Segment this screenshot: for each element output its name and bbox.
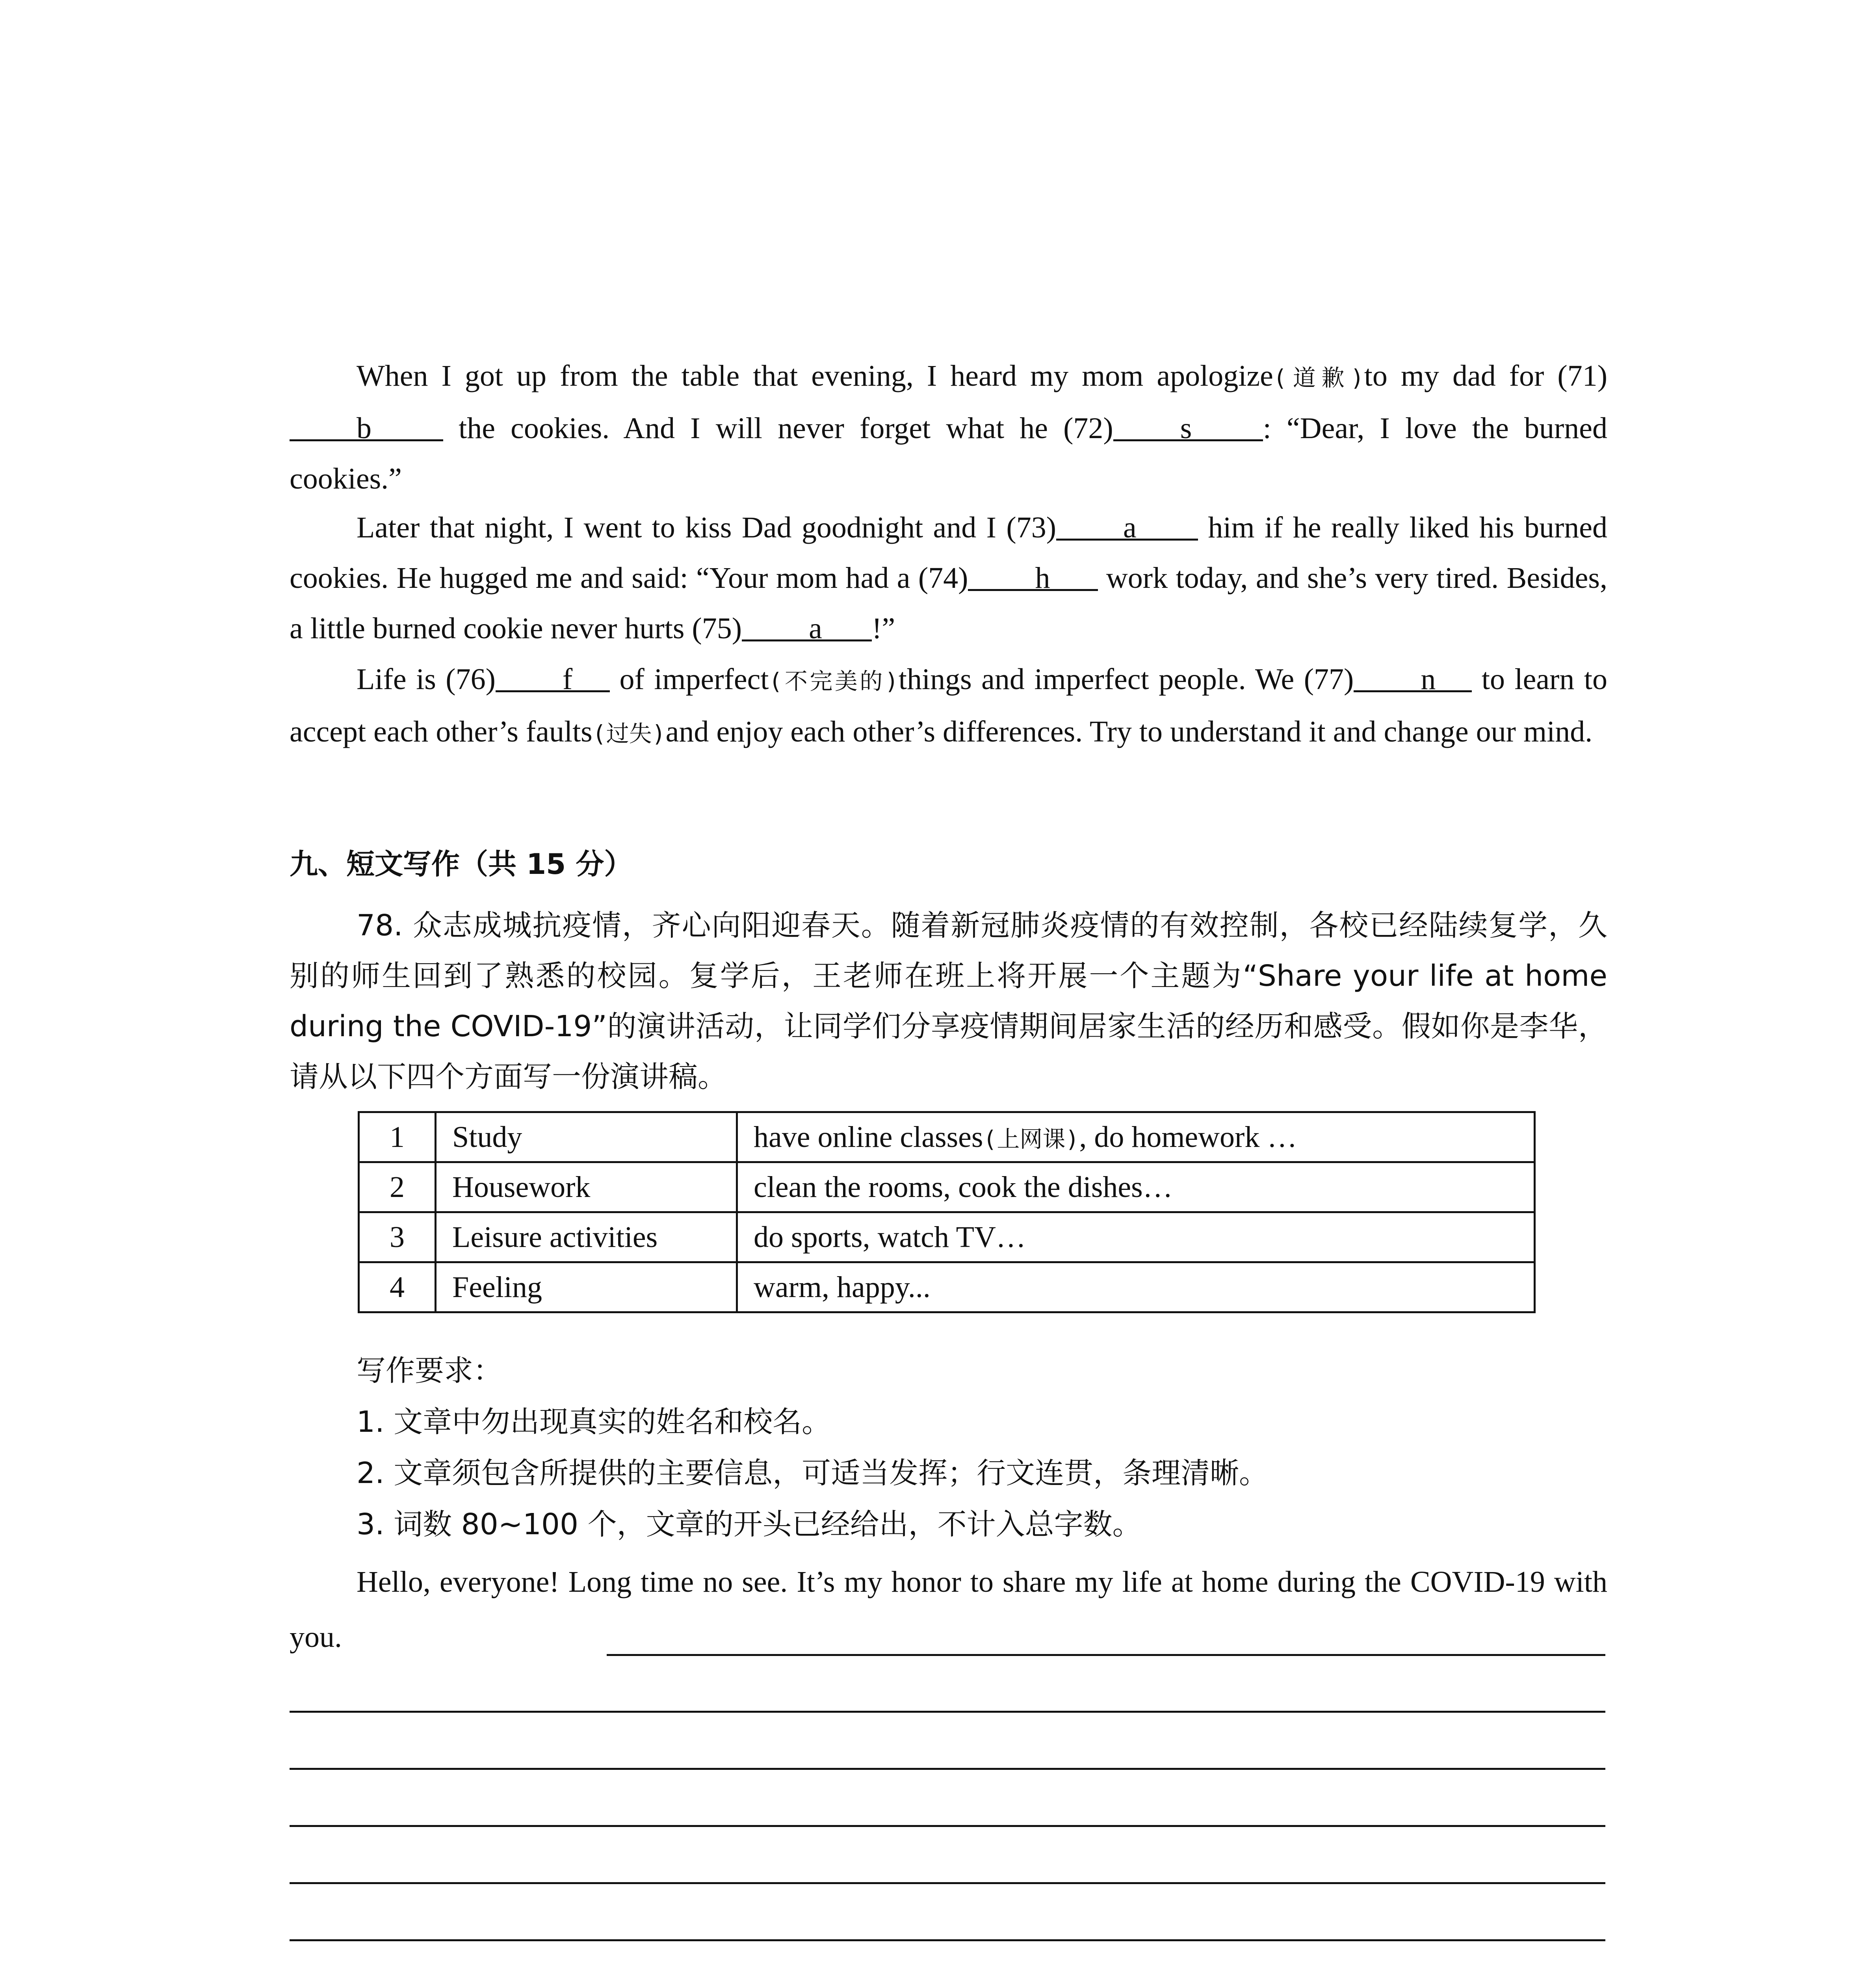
table-row bbox=[359, 1162, 1535, 1212]
text: and enjoy each other’s differences. Try to understand it and change our mind. bbox=[665, 715, 1593, 748]
answer-line-3[interactable] bbox=[290, 1768, 1605, 1770]
essay-opening: Hello, everyone! Long time no see. It’s my honor to share my life at home during the COVID-19 with you. bbox=[290, 1565, 1607, 1654]
answer-line-6[interactable] bbox=[290, 1939, 1605, 1941]
text: work today, and she’s very tired. Besides, a little burned cookie never hurts (75) bbox=[290, 561, 1607, 645]
requirements-title: 写作要求： bbox=[357, 1354, 502, 1388]
content-text: warm, happy... bbox=[754, 1270, 931, 1304]
blank-77-hint-letter: n bbox=[1421, 663, 1436, 696]
text: the cookies. And I will never forget what he (72) bbox=[443, 412, 1113, 445]
row-number: 3 bbox=[359, 1212, 436, 1262]
text: things and imperfect people. We (77) bbox=[898, 663, 1354, 696]
answer-line-2[interactable] bbox=[290, 1711, 1605, 1713]
row-content bbox=[737, 1112, 1535, 1162]
chinese-hint: (道歉) bbox=[1273, 364, 1364, 391]
blank-76-hint-letter: f bbox=[562, 663, 573, 696]
text: Later that night, I went to kiss Dad goodnight and I (73) bbox=[357, 511, 1056, 544]
requirement-1: 1. 文章中勿出现真实的姓名和校名。 bbox=[357, 1405, 831, 1439]
table-row bbox=[359, 1212, 1535, 1262]
blank-74[interactable] bbox=[968, 561, 1098, 595]
text: Life is (76) bbox=[357, 663, 496, 696]
passage-paragraph-2 bbox=[290, 502, 1607, 654]
content-text: , do homework … bbox=[1079, 1120, 1297, 1154]
text: : “Dear, I love the burned cookies.” bbox=[290, 412, 1607, 495]
table-row bbox=[359, 1262, 1535, 1312]
content-text: have online classes bbox=[754, 1120, 983, 1154]
blank-73[interactable] bbox=[1056, 511, 1198, 544]
blank-72-hint-letter: s bbox=[1180, 412, 1192, 445]
table-row bbox=[359, 1112, 1535, 1162]
row-content bbox=[737, 1262, 1535, 1312]
row-number: 2 bbox=[359, 1162, 436, 1212]
requirement-2: 2. 文章须包含所提供的主要信息，可适当发挥；行文连贯，条理清晰。 bbox=[357, 1456, 1269, 1490]
passage-paragraph-1 bbox=[290, 351, 1607, 504]
chinese-hint: (不完美的) bbox=[769, 668, 899, 695]
row-topic: Housework bbox=[436, 1162, 737, 1212]
answer-line-4[interactable] bbox=[290, 1825, 1605, 1827]
blank-76[interactable] bbox=[496, 663, 610, 696]
blank-73-hint-letter: a bbox=[1123, 511, 1137, 544]
requirement-3: 3. 词数 80~100 个，文章的开头已经给出，不计入总字数。 bbox=[357, 1507, 1142, 1541]
row-number: 1 bbox=[359, 1112, 436, 1162]
answer-line-5[interactable] bbox=[290, 1882, 1605, 1884]
row-number: 4 bbox=[359, 1262, 436, 1312]
section-title: 九、短文写作（共 15 分） bbox=[290, 847, 633, 881]
blank-75[interactable] bbox=[742, 612, 872, 645]
blank-77[interactable] bbox=[1354, 663, 1472, 696]
row-topic: Leisure activities bbox=[436, 1212, 737, 1262]
blank-74-hint-letter: h bbox=[1035, 561, 1050, 595]
row-content bbox=[737, 1162, 1535, 1212]
topic-table bbox=[358, 1111, 1536, 1313]
content-text: clean the rooms, cook the dishes… bbox=[754, 1170, 1173, 1204]
chinese-hint: (上网课) bbox=[983, 1125, 1079, 1152]
chinese-hint: (过失) bbox=[592, 720, 666, 747]
passage-paragraph-3 bbox=[290, 654, 1607, 759]
answer-line-1[interactable] bbox=[607, 1654, 1605, 1656]
blank-71[interactable] bbox=[290, 412, 443, 445]
row-content bbox=[737, 1212, 1535, 1262]
row-topic: Feeling bbox=[436, 1262, 737, 1312]
text: him if he really liked his burned cookies. He hugged me and said: “Your mom had a (74) bbox=[290, 511, 1607, 595]
text: !” bbox=[872, 612, 895, 645]
blank-72[interactable] bbox=[1113, 412, 1263, 445]
question-78: 78. 众志成城抗疫情，齐心向阳迎春天。随着新冠肺炎疫情的有效控制，各校已经陆续复学，久别的师生回到了熟悉的校园。复学后，王老师在班上将开展一个主题为“Share your life at home during the COVID-19”的演讲活动，让同学们分享疫情期间居家生活的经历和感受。假如你是李华，请从以下四个方面写一份演讲稿。 bbox=[290, 909, 1607, 1094]
blank-75-hint-letter: a bbox=[809, 612, 822, 645]
row-topic: Study bbox=[436, 1112, 737, 1162]
content-text: do sports, watch TV… bbox=[754, 1220, 1026, 1254]
text: to learn to accept each other’s faults bbox=[290, 663, 1607, 748]
text: to my dad for (71) bbox=[1364, 359, 1608, 392]
text: of imperfect bbox=[609, 663, 769, 696]
text: When I got up from the table that evening, I heard my mom apologize bbox=[357, 359, 1273, 392]
blank-71-hint-letter: b bbox=[357, 412, 371, 445]
